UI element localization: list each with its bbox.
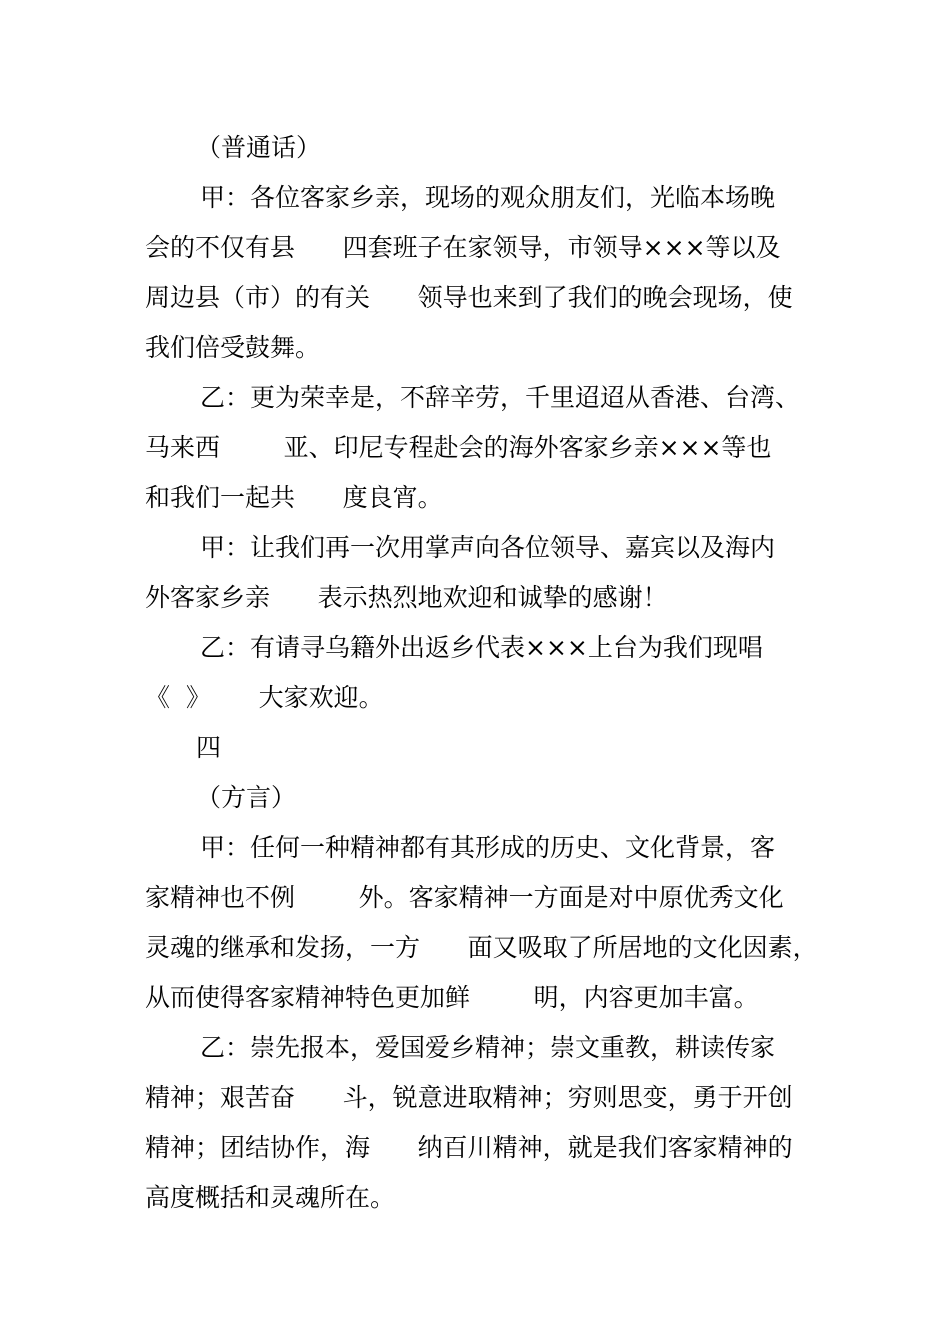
text-line: 甲：各位客家乡亲，现场的观众朋友们，光临本场晚 <box>200 183 776 212</box>
text-line: 会的不仅有县 四套班子在家领导，市领导×××等以及 <box>145 233 781 262</box>
text-line: 乙：有请寻乌籍外出返乡代表×××上台为我们现唱 <box>200 633 763 662</box>
text-line: 我们倍受鼓舞。 <box>145 333 321 362</box>
text-line: 灵魂的继承和发扬，一方 面又吸取了所居地的文化因素， <box>145 933 818 962</box>
section-number: 四 <box>196 733 222 762</box>
text-line: 高度概括和灵魂所在。 <box>145 1183 396 1212</box>
text-line: 和我们一起共 度良宵。 <box>145 483 443 512</box>
text-line: 马来西 亚、印尼专程赴会的海外客家乡亲×××等也 <box>145 433 772 462</box>
text-line: 甲：让我们再一次用掌声向各位领导、嘉宾以及海内 <box>200 533 776 562</box>
text-line: 《 》 大家欢迎。 <box>145 683 384 712</box>
text-line: 周边县（市）的有关 领导也来到了我们的晚会现场，使 <box>145 283 793 312</box>
text-line: 乙：更为荣幸是，不辞辛劳，千里迢迢从香港、台湾、 <box>200 383 801 412</box>
text-line: （普通话） <box>196 133 322 162</box>
text-line: 外客家乡亲 表示热烈地欢迎和诚挚的感谢！ <box>145 583 668 612</box>
text-line: 乙：崇先报本，爱国爱乡精神；崇文重教，耕读传家 <box>200 1033 776 1062</box>
text-line: 从而使得客家精神特色更加鲜 明，内容更加丰富。 <box>145 983 759 1012</box>
text-line: 甲：任何一种精神都有其形成的历史、文化背景，客 <box>200 833 776 862</box>
text-line: （方言） <box>196 783 297 812</box>
text-line: 精神；团结协作，海 纳百川精神，就是我们客家精神的 <box>145 1133 793 1162</box>
text-line: 家精神也不例 外。客家精神一方面是对中原优秀文化 <box>145 883 784 912</box>
text-line: 精神；艰苦奋 斗，锐意进取精神；穷则思变，勇于开创 <box>145 1083 793 1112</box>
